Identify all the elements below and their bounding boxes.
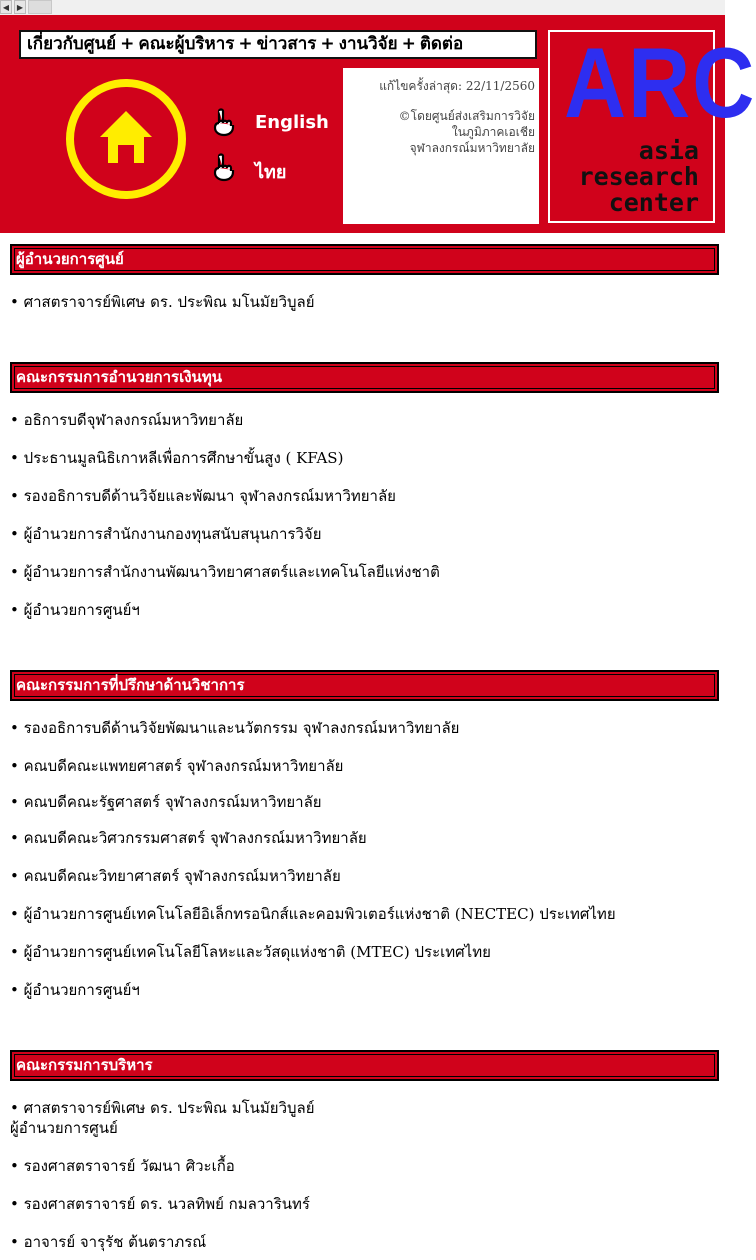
list-item: • รองอธิการบดีด้านวิจัยพัฒนาและนวัตกรรม จุฬาลงกรณ์มหาวิทยาลัย xyxy=(10,719,460,737)
scroll-left-arrow-icon[interactable]: ◀ xyxy=(0,0,12,14)
section-title: คณะกรรมการบริหาร xyxy=(16,1056,153,1074)
copyright-line-1: ©โดยศูนย์ส่งเสริมการวิจัย xyxy=(398,109,535,123)
list-item: • คณบดีคณะวิศวกรรมศาสตร์ จุฬาลงกรณ์มหาวิทยาลัย xyxy=(10,829,367,847)
menu-separator: + xyxy=(238,34,253,54)
list-item-role: ผู้อำนวยการศูนย์ xyxy=(10,1119,118,1137)
home-icon xyxy=(96,107,156,167)
menu-item-news[interactable]: ข่าวสาร xyxy=(256,34,317,54)
last-updated-text: แก้ไขครั้งล่าสุด: 22/11/2560 xyxy=(379,79,535,93)
logo-line-research: research xyxy=(578,162,699,191)
info-box xyxy=(343,68,539,224)
list-item: • ผู้อำนวยการสำนักงานพัฒนาวิทยาศาสตร์และเทคโนโลยีแห่งชาติ xyxy=(10,563,440,581)
menu-separator: + xyxy=(320,34,335,54)
section-title: ผู้อำนวยการศูนย์ xyxy=(16,250,124,268)
section-header-director xyxy=(10,244,719,275)
menu-separator: + xyxy=(120,34,135,54)
list-item-name: • ศาสตราจารย์พิเศษ ดร. ประพิณ มโนมัยวิบูลย์ xyxy=(10,1099,315,1117)
list-item: • ผู้อำนวยการสำนักงานกองทุนสนับสนุนการวิจัย xyxy=(10,525,322,543)
logo-main-text: ARC xyxy=(564,28,756,139)
home-button[interactable] xyxy=(66,79,186,199)
arc-logo xyxy=(548,28,756,223)
menu-item-executives[interactable]: คณะผู้บริหาร xyxy=(138,34,235,54)
language-thai-label: ไทย xyxy=(255,162,287,183)
main-menu xyxy=(19,30,537,59)
section-title: คณะกรรมการอำนวยการเงินทุน xyxy=(16,368,222,386)
site-header xyxy=(0,15,756,233)
section-header-academic-advisory xyxy=(10,670,719,701)
section-title: คณะกรรมการที่ปรึกษาด้านวิชาการ xyxy=(16,676,245,694)
list-item: • รองศาสตราจารย์ ดร. นวลทิพย์ กมลวารินทร์ xyxy=(10,1195,310,1213)
list-item xyxy=(10,1098,315,1138)
list-item: • อธิการบดีจุฬาลงกรณ์มหาวิทยาลัย xyxy=(10,411,244,429)
scrollbar-track[interactable] xyxy=(28,0,52,14)
list-item: • ผู้อำนวยการศูนย์เทคโนโลยีอิเล็กทรอนิกส์และคอมพิวเตอร์แห่งชาติ (NECTEC) ประเทศไทย xyxy=(10,905,616,923)
browser-toolbar xyxy=(0,0,725,15)
copyright-line-2: ในภูมิภาคเอเชีย xyxy=(451,125,535,139)
pointing-hand-icon xyxy=(213,108,239,136)
menu-item-research[interactable]: งานวิจัย xyxy=(338,34,398,54)
logo-line-asia: asia xyxy=(638,136,699,165)
list-item: • คณบดีคณะแพทยศาสตร์ จุฬาลงกรณ์มหาวิทยาลัย xyxy=(10,757,344,775)
list-item: • ศาสตราจารย์พิเศษ ดร. ประพิณ มโนมัยวิบูลย์ xyxy=(10,293,315,311)
list-item: • รองอธิการบดีด้านวิจัยและพัฒนา จุฬาลงกรณ์มหาวิทยาลัย xyxy=(10,487,396,505)
menu-item-about[interactable]: เกี่ยวกับศูนย์ xyxy=(27,34,117,54)
list-item: • คณบดีคณะวิทยาศาสตร์ จุฬาลงกรณ์มหาวิทยาลัย xyxy=(10,867,341,885)
language-english-label: English xyxy=(255,112,329,133)
list-item: • ประธานมูลนิธิเกาหลีเพื่อการศึกษาขั้นสูง ( KFAS) xyxy=(10,449,344,467)
list-item: • คณบดีคณะรัฐศาสตร์ จุฬาลงกรณ์มหาวิทยาลัย xyxy=(10,793,322,811)
logo-subtitle xyxy=(579,138,699,216)
menu-separator: + xyxy=(401,34,416,54)
menu-item-contact[interactable]: ติดต่อ xyxy=(419,34,464,54)
list-item: • ผู้อำนวยการศูนย์ฯ xyxy=(10,981,140,999)
list-item: • ผู้อำนวยการศูนย์ฯ xyxy=(10,601,140,619)
copyright-line-3: จุฬาลงกรณ์มหาวิทยาลัย xyxy=(409,141,535,155)
pointing-hand-icon xyxy=(213,153,239,181)
list-item: • ผู้อำนวยการศูนย์เทคโนโลยีโลหะและวัสดุแห่งชาติ (MTEC) ประเทศไทย xyxy=(10,943,491,961)
section-header-funding-committee xyxy=(10,362,719,393)
logo-line-center: center xyxy=(608,188,699,217)
section-header-executive-committee xyxy=(10,1050,719,1081)
list-item: • รองศาสตราจารย์ วัฒนา ศิวะเกื้อ xyxy=(10,1157,235,1175)
scroll-right-arrow-icon[interactable]: ▶ xyxy=(14,0,26,14)
list-item: • อาจารย์ จารุรัช ต้นตราภรณ์ xyxy=(10,1233,207,1251)
